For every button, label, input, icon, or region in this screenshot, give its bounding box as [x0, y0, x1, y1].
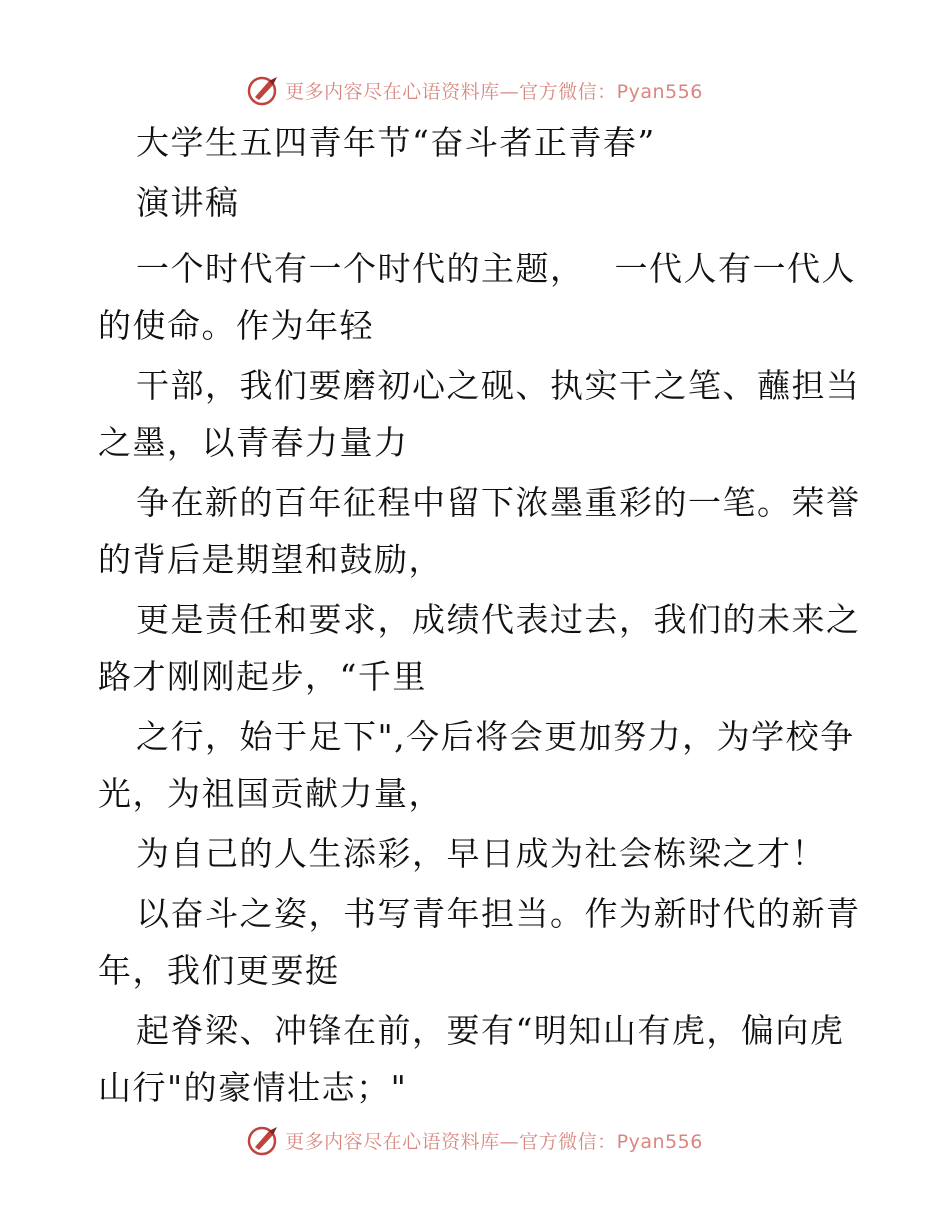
header-watermark: [0, 70, 950, 110]
text-line: 以奋斗之姿，书写青年担当。作为新时代的新青: [136, 894, 861, 933]
text-line: 干部，我们要磨初心之砚、执实干之笔、蘸担当: [136, 366, 861, 405]
text-line: 一个时代有一个时代的主题， 一代人有一代人: [136, 249, 856, 288]
text-line: 之墨，以青春力量力: [98, 423, 409, 462]
text-line: 为自己的人生添彩，早日成为社会栋梁之才！: [136, 834, 826, 873]
text-line: 大学生五四青年节“奋斗者正青春”: [136, 123, 656, 162]
text-line: 演讲稿: [136, 183, 240, 222]
text-line: 争在新的百年征程中留下浓墨重彩的一笔。荣誉: [136, 483, 861, 522]
watermark-id: Pyan556: [616, 1130, 703, 1153]
pen-logo-icon: [247, 73, 281, 107]
text-line: 年，我们更要挺: [98, 951, 340, 990]
text-line: 的背后是期望和鼓励，: [98, 540, 443, 579]
text-line: 山行"的豪情壮志；": [98, 1068, 408, 1107]
text-line: 路才刚刚起步，“千里: [98, 657, 427, 696]
pen-logo-icon: [247, 1123, 281, 1157]
text-line: 的使命。作为年轻: [98, 306, 374, 345]
watermark-text: 更多内容尽在心语资料库—官方微信：Pyan556: [285, 1130, 703, 1153]
watermark-text: 更多内容尽在心语资料库—官方微信：Pyan556: [285, 80, 703, 103]
text-line: 光，为祖国贡献力量，: [98, 774, 443, 813]
text-line: 之行，始于足下",今后将会更加努力，为学校争: [136, 717, 855, 756]
text-line: 更是责任和要求，成绩代表过去，我们的未来之: [136, 600, 861, 639]
text-line: 起脊梁、冲锋在前，要有“明知山有虎，偏向虎: [136, 1011, 845, 1050]
footer-watermark: [0, 1120, 950, 1160]
watermark-id: Pyan556: [616, 80, 703, 103]
